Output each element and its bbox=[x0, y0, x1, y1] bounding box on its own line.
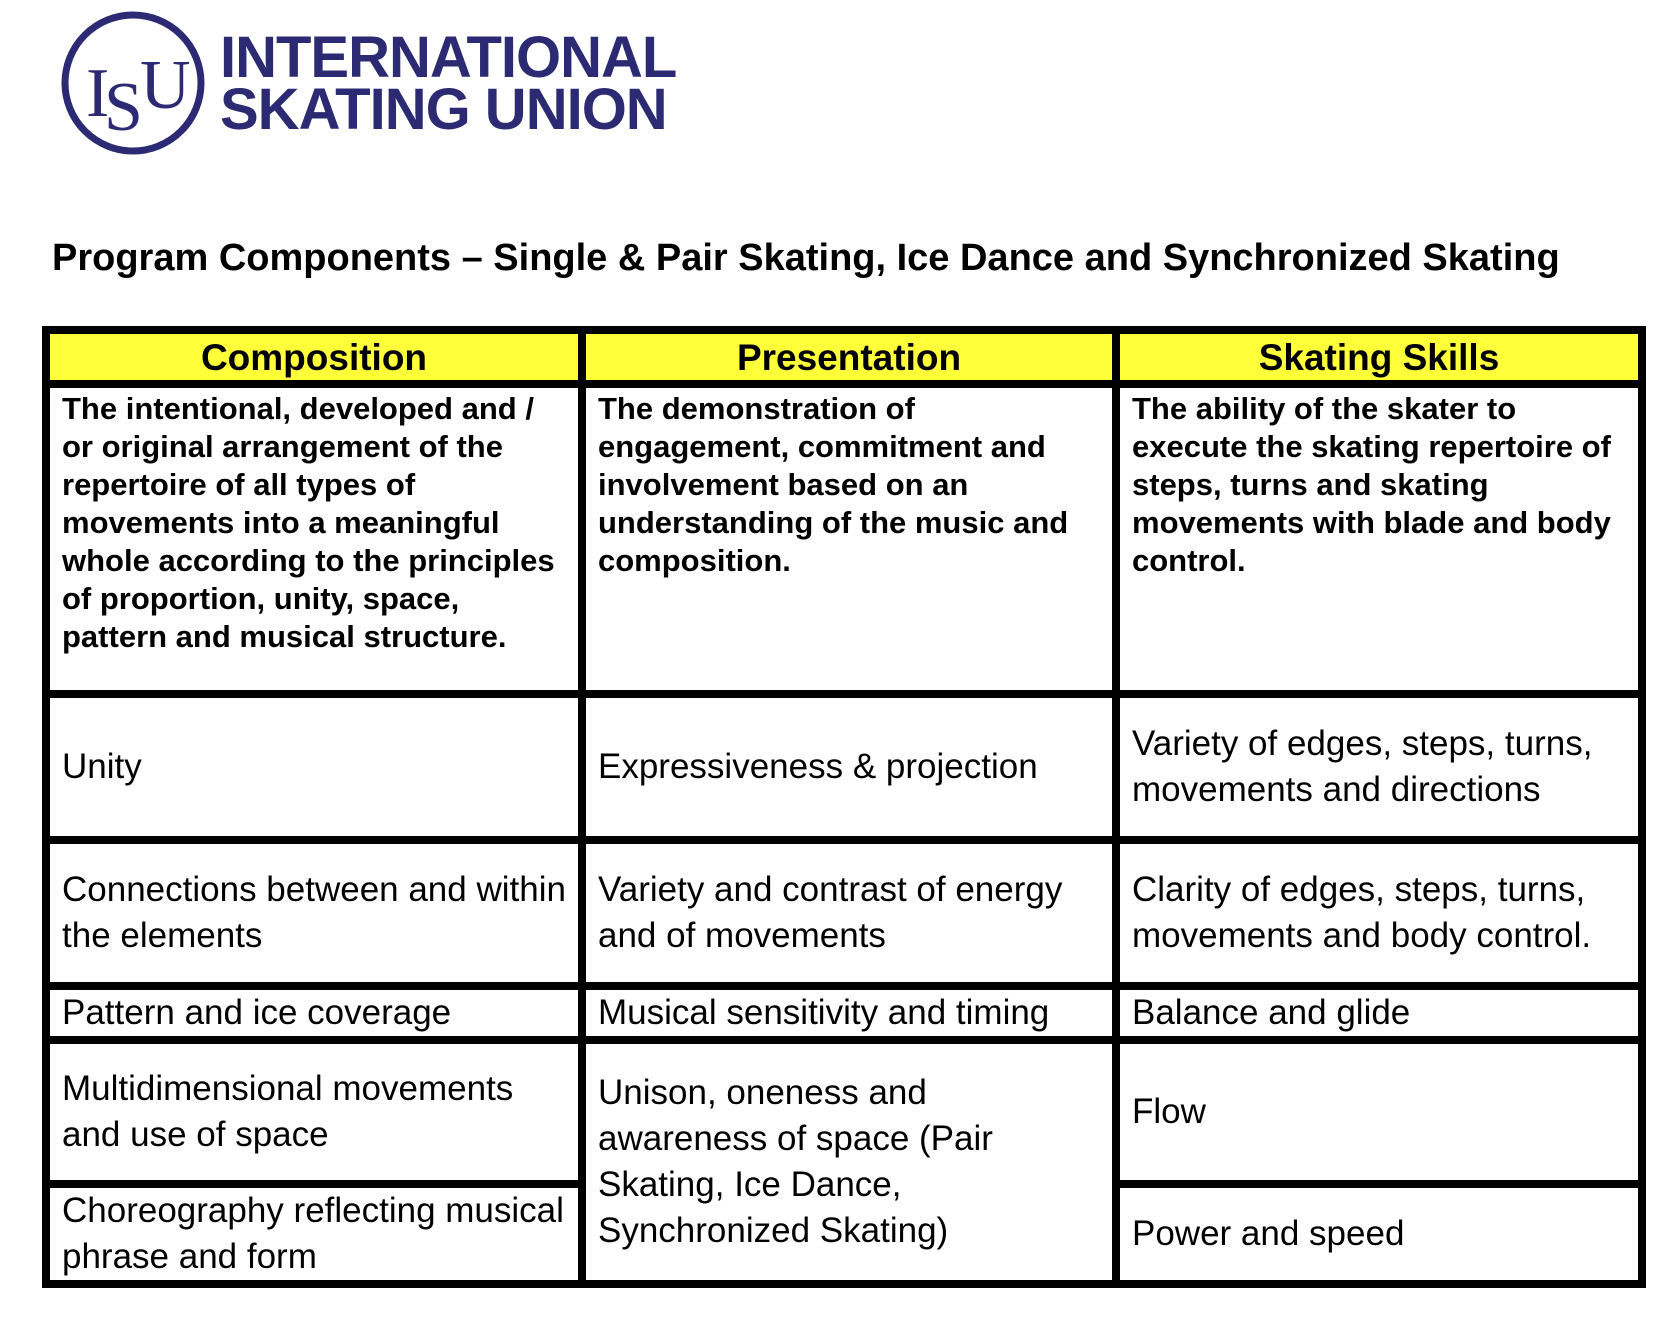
svg-text:S: S bbox=[104, 69, 143, 146]
presentation-item: Expressiveness & projection bbox=[582, 694, 1116, 840]
table-row bbox=[46, 1040, 1642, 1184]
composition-item: Pattern and ice coverage bbox=[46, 986, 582, 1040]
wordmark-line-2: SKATING UNION bbox=[220, 77, 667, 142]
isu-seal-icon bbox=[58, 8, 208, 158]
isu-logo bbox=[58, 8, 778, 158]
table-row bbox=[46, 986, 1642, 1040]
description-composition: The intentional, developed and / or original arrangement of the repertoire of all types of movements into a meaningful whole according to the principles of proportion, unity, space, pattern and musical structure. bbox=[46, 384, 582, 694]
svg-text:I: I bbox=[86, 55, 110, 132]
composition-item: Connections between and within the elements bbox=[46, 840, 582, 986]
isu-wordmark bbox=[220, 25, 677, 142]
heading-composition: Composition bbox=[46, 330, 582, 384]
description-row bbox=[46, 384, 1642, 694]
description-skating-skills: The ability of the skater to execute the skating repertoire of steps, turns and skating movements with blade and body control. bbox=[1116, 384, 1642, 694]
presentation-item: Unison, oneness and awareness of space (Pair Skating, Ice Dance, Synchronized Skating) bbox=[582, 1040, 1116, 1284]
skating-skills-item: Variety of edges, steps, turns, movements and directions bbox=[1116, 694, 1642, 840]
skating-skills-item: Flow bbox=[1116, 1040, 1642, 1184]
presentation-item: Variety and contrast of energy and of movements bbox=[582, 840, 1116, 986]
skating-skills-item: Balance and glide bbox=[1116, 986, 1642, 1040]
program-components-table bbox=[42, 326, 1646, 1288]
composition-item: Multidimensional movements and use of space bbox=[46, 1040, 582, 1184]
composition-item: Unity bbox=[46, 694, 582, 840]
presentation-item: Musical sensitivity and timing bbox=[582, 986, 1116, 1040]
skating-skills-item: Clarity of edges, steps, turns, movements and body control. bbox=[1116, 840, 1642, 986]
skating-skills-item: Power and speed bbox=[1116, 1184, 1642, 1284]
heading-skating-skills: Skating Skills bbox=[1116, 330, 1642, 384]
composition-item: Choreography reflecting musical phrase and form bbox=[46, 1184, 582, 1284]
description-presentation: The demonstration of engagement, commitment and involvement based on an understanding of the music and composition. bbox=[582, 384, 1116, 694]
svg-text:U: U bbox=[140, 47, 191, 124]
document-title: Program Components – Single & Pair Skating, Ice Dance and Synchronized Skating bbox=[52, 237, 1560, 279]
heading-presentation: Presentation bbox=[582, 330, 1116, 384]
wordmark-line-1: INTERNATIONAL bbox=[220, 25, 677, 90]
table-row bbox=[46, 840, 1642, 986]
header-row bbox=[46, 330, 1642, 384]
table-row bbox=[46, 694, 1642, 840]
